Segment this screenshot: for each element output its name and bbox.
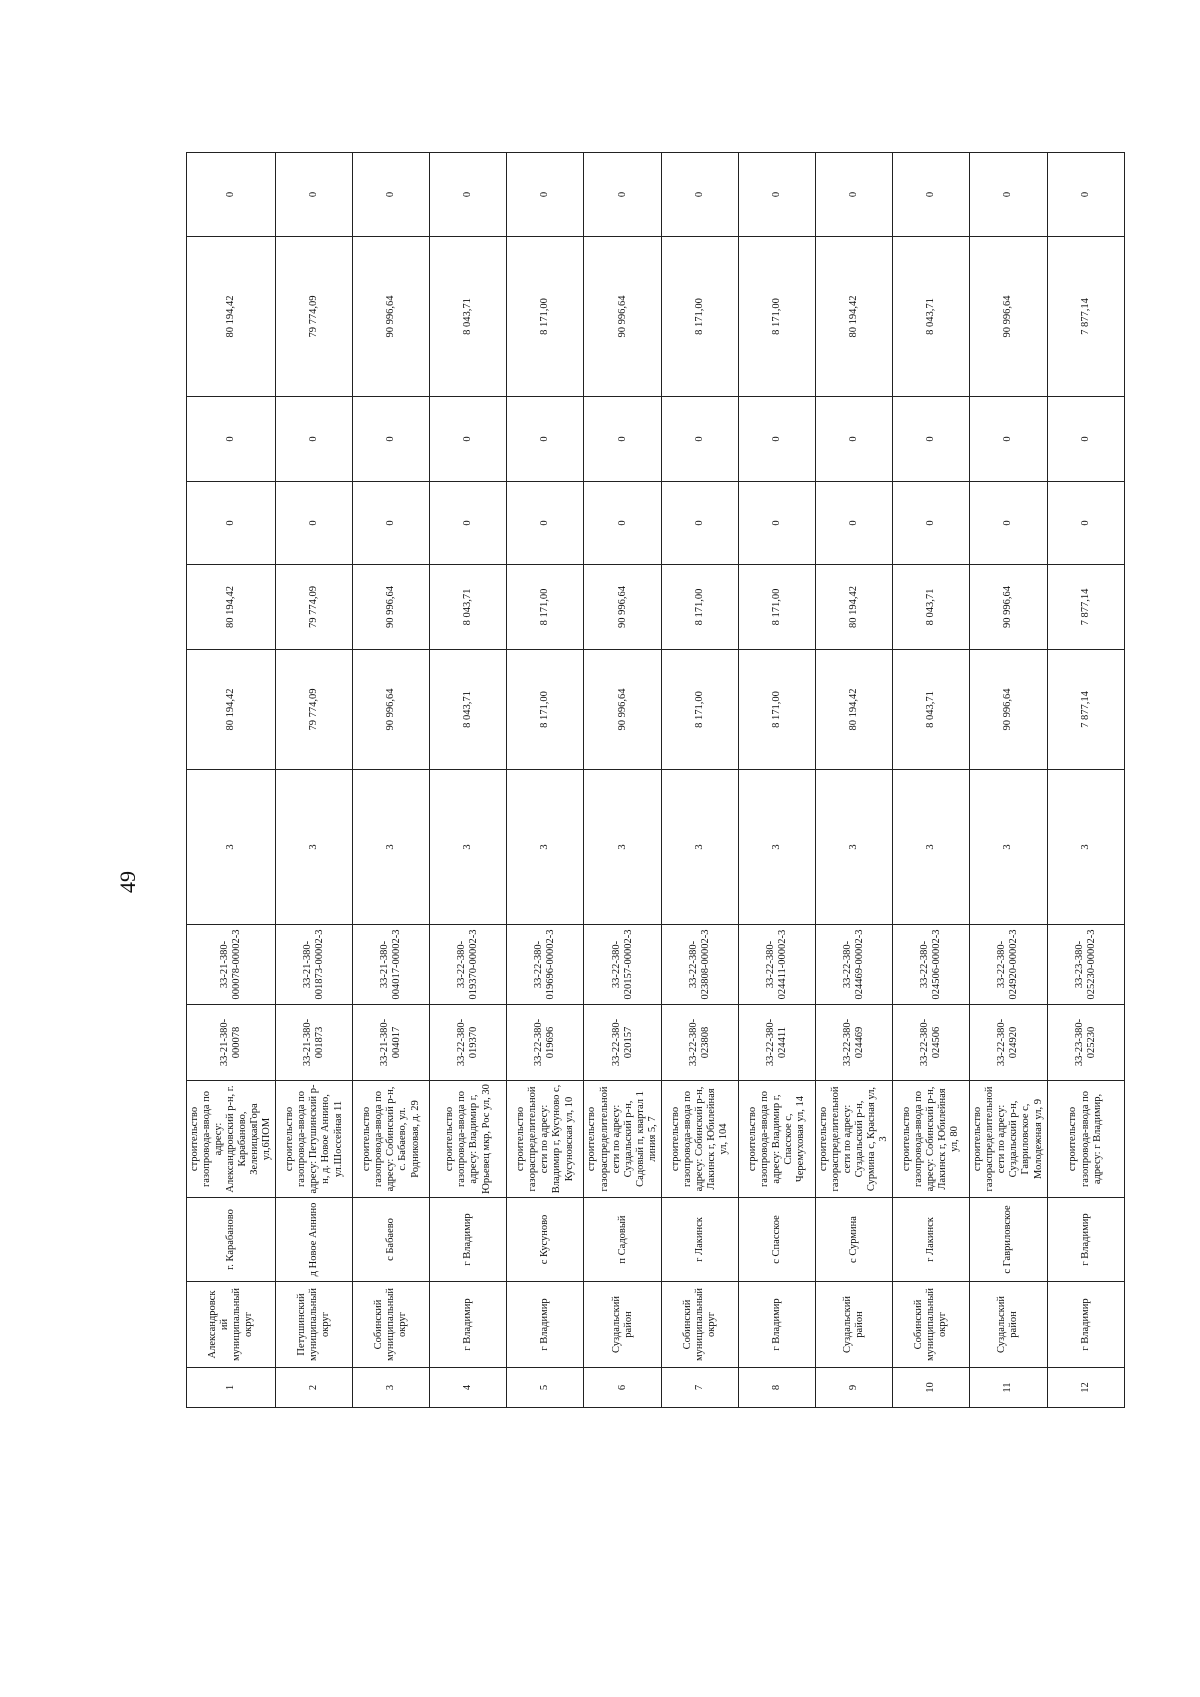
category-cell: 3 <box>893 770 970 925</box>
district-cell: Петушинский муниципальный округ <box>276 1282 353 1368</box>
cost-col-2-cell: 0 <box>353 482 430 565</box>
cost-col-3-cell: 0 <box>738 397 815 482</box>
rotated-table-container <box>186 153 1115 1408</box>
table-row <box>893 153 970 1408</box>
object-code-cell: 33-21-380-001873 <box>276 1005 353 1081</box>
district-cell: Суздальский район <box>815 1282 892 1368</box>
settlement-cell: д Новое Аннино <box>276 1198 353 1282</box>
cost-col-1-cell: 8 043,71 <box>430 565 507 650</box>
cost-col-4-cell: 90 996,64 <box>584 237 661 397</box>
cost-col-3-cell: 0 <box>430 397 507 482</box>
row-number: 6 <box>584 1368 661 1408</box>
cost-col-5-cell: 0 <box>661 153 738 237</box>
cost-col-2-cell: 0 <box>430 482 507 565</box>
cost-col-5-cell: 0 <box>187 153 276 237</box>
district-cell: Собинский муниципальный округ <box>661 1282 738 1368</box>
total-cost-cell: 79 774,09 <box>276 650 353 770</box>
cost-col-1-cell: 80 194,42 <box>187 565 276 650</box>
settlement-cell: г Владимир <box>1047 1198 1124 1282</box>
cost-col-3-cell: 0 <box>507 397 584 482</box>
category-cell: 3 <box>1047 770 1124 925</box>
district-cell: г Владимир <box>1047 1282 1124 1368</box>
cost-col-3-cell: 0 <box>661 397 738 482</box>
category-cell: 3 <box>584 770 661 925</box>
cost-col-3-cell: 0 <box>970 397 1047 482</box>
district-cell: Собинский муниципальный округ <box>893 1282 970 1368</box>
address-cell: строительство газопровода-ввода по адресу: Владимир г, Юрьевец мкр, Рос ул, 30 <box>430 1081 507 1198</box>
registry-table-body <box>187 153 1125 1408</box>
cost-col-2-cell: 0 <box>893 482 970 565</box>
cost-col-3-cell: 0 <box>353 397 430 482</box>
cost-col-2-cell: 0 <box>661 482 738 565</box>
cost-col-1-cell: 8 171,00 <box>661 565 738 650</box>
cost-col-5-cell: 0 <box>815 153 892 237</box>
full-code-cell: 33-23-380-025230-00002-3 <box>1047 925 1124 1005</box>
address-cell: строительство газопровода-ввода по адресу: Александровский р-н, г. Карабаново, ЗеленицкаяГора ул,6ПОМ <box>187 1081 276 1198</box>
rotated-table-wrapper <box>186 153 1115 1408</box>
cost-col-4-cell: 8 171,00 <box>661 237 738 397</box>
total-cost-cell: 8 171,00 <box>738 650 815 770</box>
object-code-cell: 33-23-380-025230 <box>1047 1005 1124 1081</box>
full-code-cell: 33-21-380-001873-00002-3 <box>276 925 353 1005</box>
district-cell: г Владимир <box>507 1282 584 1368</box>
full-code-cell: 33-22-380-024469-00002-3 <box>815 925 892 1005</box>
address-cell: строительство газопровода-ввода по адресу: г Владимир, <box>1047 1081 1124 1198</box>
cost-col-1-cell: 90 996,64 <box>353 565 430 650</box>
district-cell: г Владимир <box>430 1282 507 1368</box>
table-row <box>276 153 353 1408</box>
address-cell: строительство газораспределительной сети по адресу: Суздальский р-н, Гавриловское с, Молодежная ул, 9 <box>970 1081 1047 1198</box>
cost-col-5-cell: 0 <box>738 153 815 237</box>
full-code-cell: 33-22-380-020157-00002-3 <box>584 925 661 1005</box>
category-cell: 3 <box>353 770 430 925</box>
full-code-cell: 33-21-380-004017-00002-3 <box>353 925 430 1005</box>
full-code-cell: 33-22-380-019370-00002-3 <box>430 925 507 1005</box>
cost-col-2-cell: 0 <box>507 482 584 565</box>
category-cell: 3 <box>507 770 584 925</box>
page-number: 49 <box>115 871 140 893</box>
cost-col-2-cell: 0 <box>187 482 276 565</box>
cost-col-5-cell: 0 <box>507 153 584 237</box>
cost-col-1-cell: 90 996,64 <box>970 565 1047 650</box>
cost-col-4-cell: 79 774,09 <box>276 237 353 397</box>
total-cost-cell: 90 996,64 <box>584 650 661 770</box>
row-number: 3 <box>353 1368 430 1408</box>
district-cell: г Владимир <box>738 1282 815 1368</box>
row-number: 5 <box>507 1368 584 1408</box>
row-number: 4 <box>430 1368 507 1408</box>
cost-col-4-cell: 90 996,64 <box>353 237 430 397</box>
cost-col-4-cell: 80 194,42 <box>815 237 892 397</box>
address-cell: строительство газораспределительной сети по адресу: Владимир г, Кусуново с, Кусуновская ул, 10 <box>507 1081 584 1198</box>
settlement-cell: с Спасское <box>738 1198 815 1282</box>
address-cell: строительство газопровода-ввода по адресу: Владимир г, Спасское с, Черемуховая ул, 14 <box>738 1081 815 1198</box>
cost-col-4-cell: 80 194,42 <box>187 237 276 397</box>
row-number: 7 <box>661 1368 738 1408</box>
full-code-cell: 33-22-380-024411-00002-3 <box>738 925 815 1005</box>
settlement-cell: с Кусуново <box>507 1198 584 1282</box>
category-cell: 3 <box>187 770 276 925</box>
object-code-cell: 33-22-380-023808 <box>661 1005 738 1081</box>
cost-col-3-cell: 0 <box>815 397 892 482</box>
object-code-cell: 33-22-380-024469 <box>815 1005 892 1081</box>
cost-col-4-cell: 8 043,71 <box>893 237 970 397</box>
category-cell: 3 <box>815 770 892 925</box>
cost-col-1-cell: 79 774,09 <box>276 565 353 650</box>
cost-col-3-cell: 0 <box>1047 397 1124 482</box>
cost-col-5-cell: 0 <box>584 153 661 237</box>
object-code-cell: 33-22-380-024920 <box>970 1005 1047 1081</box>
cost-col-5-cell: 0 <box>893 153 970 237</box>
row-number: 9 <box>815 1368 892 1408</box>
settlement-cell: с Сурмина <box>815 1198 892 1282</box>
cost-col-2-cell: 0 <box>738 482 815 565</box>
address-cell: строительство газопровода-ввода по адресу: Собинский р-н, Лакинск г, Юбилейная ул, 104 <box>661 1081 738 1198</box>
cost-col-2-cell: 0 <box>970 482 1047 565</box>
cost-col-4-cell: 8 171,00 <box>507 237 584 397</box>
total-cost-cell: 8 171,00 <box>507 650 584 770</box>
cost-col-2-cell: 0 <box>815 482 892 565</box>
table-row <box>815 153 892 1408</box>
total-cost-cell: 7 877,14 <box>1047 650 1124 770</box>
total-cost-cell: 90 996,64 <box>970 650 1047 770</box>
object-code-cell: 33-21-380-004017 <box>353 1005 430 1081</box>
settlement-cell: г Лакинск <box>893 1198 970 1282</box>
cost-col-1-cell: 80 194,42 <box>815 565 892 650</box>
cost-col-2-cell: 0 <box>584 482 661 565</box>
cost-col-4-cell: 90 996,64 <box>970 237 1047 397</box>
row-number: 1 <box>187 1368 276 1408</box>
total-cost-cell: 90 996,64 <box>353 650 430 770</box>
cost-col-1-cell: 90 996,64 <box>584 565 661 650</box>
table-row <box>353 153 430 1408</box>
address-cell: строительство газопровода-ввода по адресу: Петушинский р-н, д. Новое Аннино, ул.Шоссейная 11 <box>276 1081 353 1198</box>
cost-col-5-cell: 0 <box>276 153 353 237</box>
district-cell: Суздальский район <box>584 1282 661 1368</box>
category-cell: 3 <box>661 770 738 925</box>
cost-col-1-cell: 7 877,14 <box>1047 565 1124 650</box>
settlement-cell: г. Карабаново <box>187 1198 276 1282</box>
total-cost-cell: 8 043,71 <box>430 650 507 770</box>
cost-col-3-cell: 0 <box>187 397 276 482</box>
row-number: 11 <box>970 1368 1047 1408</box>
full-code-cell: 33-22-380-024920-00002-3 <box>970 925 1047 1005</box>
total-cost-cell: 8 043,71 <box>893 650 970 770</box>
category-cell: 3 <box>738 770 815 925</box>
row-number: 8 <box>738 1368 815 1408</box>
row-number: 12 <box>1047 1368 1124 1408</box>
full-code-cell: 33-22-380-024506-00002-3 <box>893 925 970 1005</box>
table-row <box>584 153 661 1408</box>
row-number: 2 <box>276 1368 353 1408</box>
object-code-cell: 33-21-380-000078 <box>187 1005 276 1081</box>
cost-col-1-cell: 8 171,00 <box>738 565 815 650</box>
category-cell: 3 <box>276 770 353 925</box>
table-row <box>1047 153 1124 1408</box>
district-cell: Александровск ий муниципальный округ <box>187 1282 276 1368</box>
total-cost-cell: 80 194,42 <box>187 650 276 770</box>
district-cell: Собинский муниципальный округ <box>353 1282 430 1368</box>
cost-col-5-cell: 0 <box>353 153 430 237</box>
cost-col-4-cell: 8 171,00 <box>738 237 815 397</box>
cost-col-5-cell: 0 <box>1047 153 1124 237</box>
total-cost-cell: 80 194,42 <box>815 650 892 770</box>
cost-col-1-cell: 8 171,00 <box>507 565 584 650</box>
settlement-cell: г Лакинск <box>661 1198 738 1282</box>
object-code-cell: 33-22-380-024506 <box>893 1005 970 1081</box>
district-cell: Суздальский район <box>970 1282 1047 1368</box>
total-cost-cell: 8 171,00 <box>661 650 738 770</box>
cost-col-2-cell: 0 <box>276 482 353 565</box>
cost-col-3-cell: 0 <box>893 397 970 482</box>
table-row <box>661 153 738 1408</box>
cost-col-5-cell: 0 <box>430 153 507 237</box>
table-row <box>970 153 1047 1408</box>
address-cell: строительство газораспределительной сети по адресу: Суздальский р-н, Сурмина с, Красная ул, 3 <box>815 1081 892 1198</box>
registry-table <box>186 152 1125 1408</box>
address-cell: строительство газопровода-ввода по адресу: Собинский р-н, Лакинск г, Юбилейная ул, 80 <box>893 1081 970 1198</box>
settlement-cell: с Бабаево <box>353 1198 430 1282</box>
cost-col-1-cell: 8 043,71 <box>893 565 970 650</box>
settlement-cell: п Садовый <box>584 1198 661 1282</box>
cost-col-5-cell: 0 <box>970 153 1047 237</box>
category-cell: 3 <box>430 770 507 925</box>
address-cell: строительство газопровода-ввода по адресу: Собинский р-н, с. Бабаево, ул. Родниковая, д. 29 <box>353 1081 430 1198</box>
table-row <box>187 153 276 1408</box>
cost-col-3-cell: 0 <box>276 397 353 482</box>
object-code-cell: 33-22-380-019370 <box>430 1005 507 1081</box>
settlement-cell: г Владимир <box>430 1198 507 1282</box>
settlement-cell: с Гавриловское <box>970 1198 1047 1282</box>
full-code-cell: 33-21-380-000078-00002-3 <box>187 925 276 1005</box>
cost-col-4-cell: 8 043,71 <box>430 237 507 397</box>
cost-col-4-cell: 7 877,14 <box>1047 237 1124 397</box>
table-row <box>430 153 507 1408</box>
object-code-cell: 33-22-380-020157 <box>584 1005 661 1081</box>
cost-col-2-cell: 0 <box>1047 482 1124 565</box>
object-code-cell: 33-22-380-024411 <box>738 1005 815 1081</box>
table-row <box>507 153 584 1408</box>
row-number: 10 <box>893 1368 970 1408</box>
table-row <box>738 153 815 1408</box>
full-code-cell: 33-22-380-023808-00002-3 <box>661 925 738 1005</box>
category-cell: 3 <box>970 770 1047 925</box>
address-cell: строительство газораспределительной сети по адресу: Суздальский р-н, Садовый п, квартал 1 линия 5, 7 <box>584 1081 661 1198</box>
object-code-cell: 33-22-380-019696 <box>507 1005 584 1081</box>
cost-col-3-cell: 0 <box>584 397 661 482</box>
full-code-cell: 33-22-380-019696-00002-3 <box>507 925 584 1005</box>
